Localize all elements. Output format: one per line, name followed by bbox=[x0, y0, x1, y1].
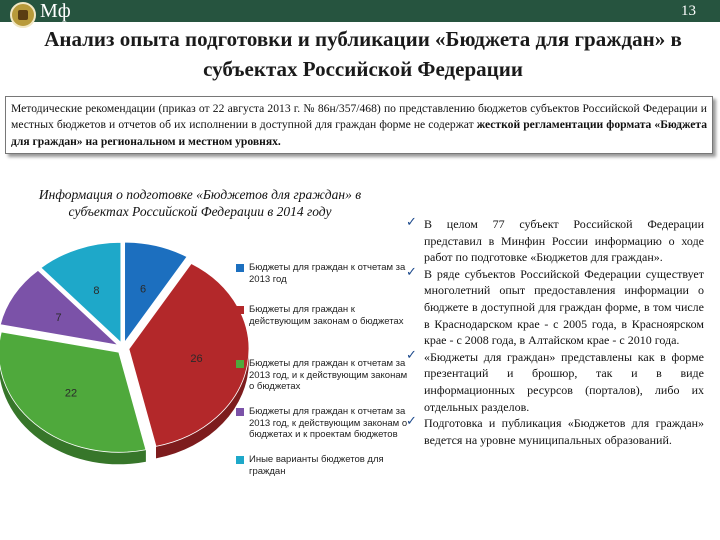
brand-logo-text: Мф bbox=[40, 0, 71, 22]
legend-label: Бюджеты для граждан к отчетам за 2013 год, к действующим законам о бюджетах и к проектам бюджетов bbox=[249, 406, 408, 440]
legend-swatch bbox=[236, 306, 244, 314]
legend-label: Бюджеты для граждан к отчетам за 2013 год bbox=[249, 262, 406, 285]
legend-swatch bbox=[236, 360, 244, 368]
legend-swatch bbox=[236, 264, 244, 272]
slide-title: Анализ опыта подготовки и публикации «Бюджета для граждан» в субъектах Российской Федерации bbox=[44, 27, 682, 81]
bullet-item-3 bbox=[404, 349, 704, 415]
check-icon: ✓ bbox=[406, 215, 417, 230]
legend-label: Иные варианты бюджетов для граждан bbox=[249, 454, 384, 477]
bullet-text: Подготовка и публикация «Бюджетов для граждан» ведется на уровне муниципальных образований. bbox=[424, 416, 704, 447]
pie-value-label-2: 26 bbox=[190, 352, 203, 365]
pie-value-label-5: 8 bbox=[93, 285, 100, 298]
bullet-text: «Бюджеты для граждан» представлены как в форме презентаций и брошюр, так и в виде информационных ресурсов (порталов), либо их отдельных разделов. bbox=[424, 349, 704, 414]
bullet-list bbox=[404, 216, 704, 448]
legend-label: Бюджеты для граждан к отчетам за 2013 год, и к действующим законам о бюджетах bbox=[249, 358, 408, 392]
note-bold-text: жесткой регламентации формата «Бюджета для граждан» на региональном и местном уровнях. bbox=[11, 118, 707, 148]
check-icon: ✓ bbox=[406, 347, 417, 363]
legend-swatch bbox=[236, 456, 244, 464]
bullet-item-4 bbox=[404, 415, 704, 448]
bullet-text: В целом 77 субъект Российской Федерации представил в Минфин России информацию о ходе работ по подготовке «Бюджетов для граждан». bbox=[424, 217, 704, 265]
bullet-item-2 bbox=[404, 266, 704, 349]
slide-number: 13 bbox=[681, 3, 696, 19]
legend-label: Бюджеты для граждан к действующим законам о бюджетах bbox=[249, 304, 404, 327]
legend-swatch bbox=[236, 408, 244, 416]
pie-value-label-3: 22 bbox=[64, 387, 78, 400]
emblem-icon bbox=[10, 2, 36, 28]
check-icon: ✓ bbox=[406, 414, 417, 430]
note-text: Методические рекомендации (приказ от 22 августа 2013 г. № 86н/357/468) по представлению бюджетов субъектов Российской Федерации и местных бюджетов и отчетов об их исполнении в доступной для граждан форме не содержат bbox=[11, 102, 707, 132]
check-icon: ✓ bbox=[406, 264, 417, 280]
bullet-text: В ряде субъектов Российской Федерации существует многолетний опыт предоставления информации о бюджете в доступной для граждан форме, в том числе в Краснодарском крае - с 2005 года, в Красноярском крае - с 2008 года, в Алтайском крае - с 2010 года. bbox=[424, 266, 704, 348]
pie-value-label-1: 6 bbox=[140, 283, 147, 296]
chart-title: Информация о подготовке «Бюджетов для граждан» в субъектах Российской Федерации в 2014 году bbox=[38, 187, 362, 219]
pie-value-label-4: 7 bbox=[55, 312, 62, 324]
bullet-item-1 bbox=[404, 216, 704, 266]
header-bar bbox=[0, 0, 720, 22]
note-box bbox=[5, 96, 713, 154]
